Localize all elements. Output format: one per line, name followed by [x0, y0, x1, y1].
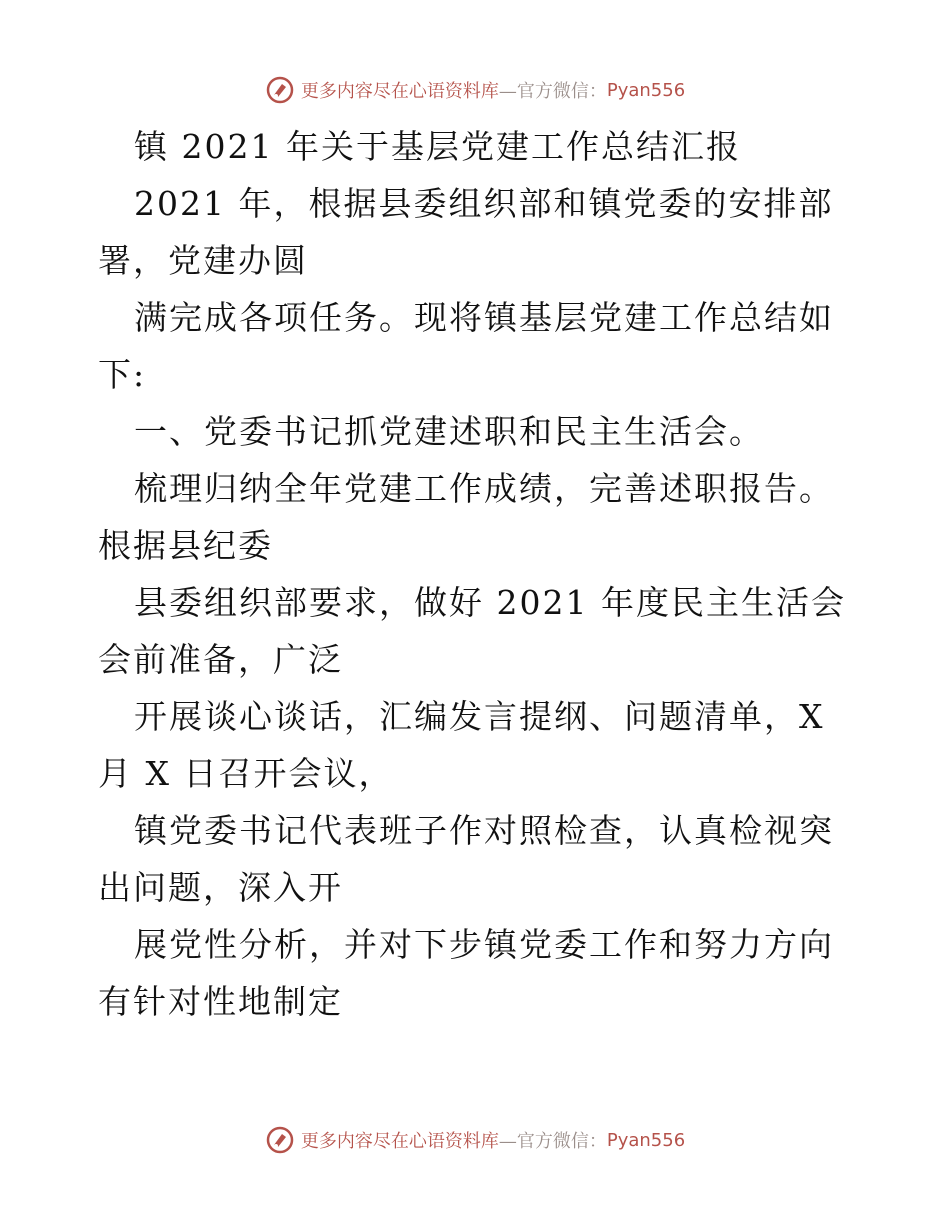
watermark-wechat-id: Pyan556: [606, 1129, 686, 1151]
watermark-banner-bottom: [0, 1120, 950, 1160]
pen-nib-logo-icon: [265, 75, 295, 105]
document-body: [98, 118, 858, 1030]
paragraph: 展党性分析，并对下步镇党委工作和努力方向有针对性地制定: [98, 925, 834, 1021]
paragraph: 县委组织部要求，做好 2021 年度民主生活会会前准备，广泛: [98, 583, 846, 679]
paragraph: 镇党委书记代表班子作对照检查，认真检视突出问题，深入开: [98, 811, 834, 907]
watermark-separator: —官方微信：: [498, 1131, 607, 1152]
paragraph: 满完成各项任务。现将镇基层党建工作总结如下:: [98, 298, 834, 394]
watermark-separator: —官方微信：: [498, 81, 607, 102]
paragraph: 开展谈心谈话，汇编发言提纲、问题清单，X 月 X 日召开会议，: [98, 697, 825, 793]
watermark-text: 更多内容尽在心语资料库: [300, 1131, 499, 1152]
section-heading: 一、党委书记抓党建述职和民主生活会。: [134, 412, 764, 451]
paragraph: 梳理归纳全年党建工作成绩，完善述职报告。根据县纪委: [98, 469, 834, 565]
document-title: 镇 2021 年关于基层党建工作总结汇报: [134, 127, 741, 166]
pen-nib-logo-icon: [265, 1125, 295, 1155]
watermark-banner-top: [0, 70, 950, 110]
watermark-wechat-id: Pyan556: [606, 79, 686, 101]
watermark-text: 更多内容尽在心语资料库: [300, 81, 499, 102]
paragraph: 2021 年，根据县委组织部和镇党委的安排部署，党建办圆: [98, 184, 834, 280]
